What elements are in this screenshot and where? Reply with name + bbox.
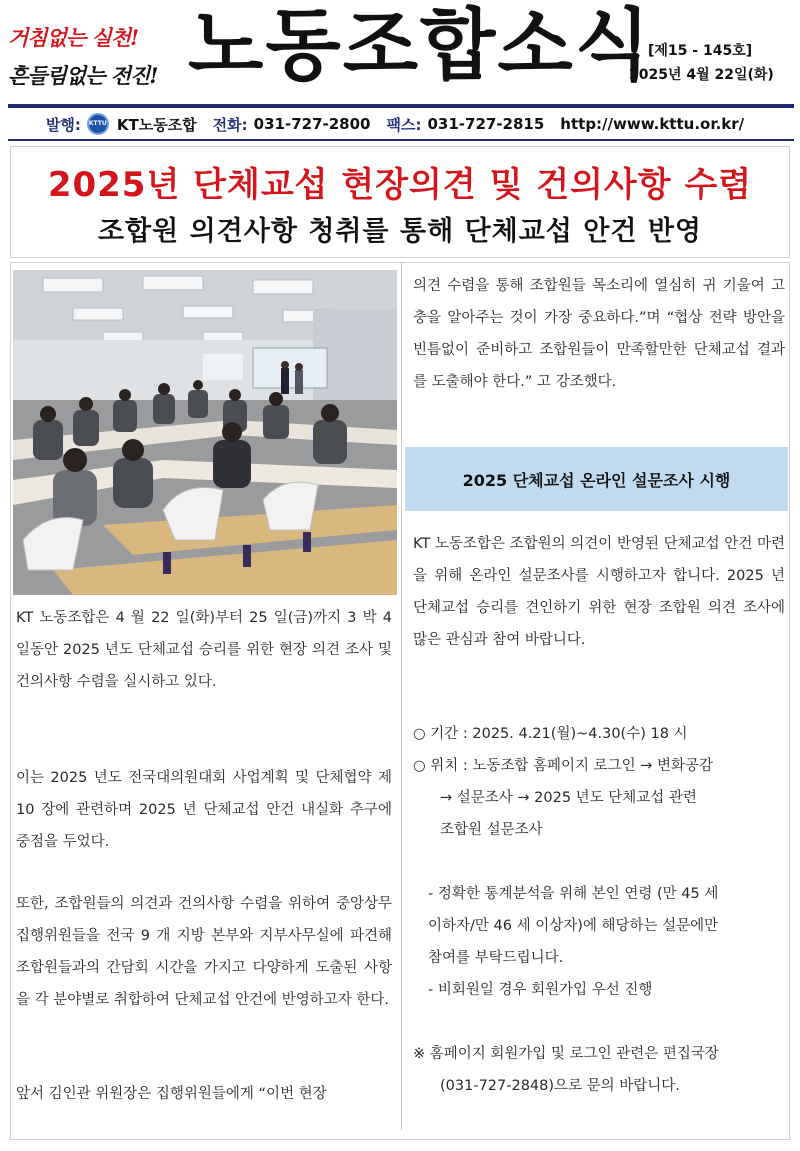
survey-location-line-2: → 설문조사 → 2025 년도 단체교섭 관련	[440, 790, 697, 806]
subheadline: 조합원 의견사항 청취를 통해 단체교섭 안건 반영	[97, 216, 703, 247]
phone-number: 031-727-2800	[253, 115, 371, 133]
footnote-line-2: (031-727-2848)으로 문의 바랍니다.	[440, 1078, 680, 1094]
masthead	[0, 0, 800, 108]
survey-section-heading: 2025 단체교섭 온라인 설문조사 시행	[405, 447, 788, 511]
fax-label: 팩스:	[386, 115, 422, 134]
headline: 2025년 단체교섭 현장의견 및 건의사항 수렴	[47, 165, 753, 205]
headline-box	[10, 146, 790, 258]
right-continued-paragraph: 의견 수렴을 통해 조합원들 목소리에 열심히 귀 기울여 고충을 알아주는 것이 가장 중요하다.”며 “협상 전략 방안을 빈틈없이 준비하고 조합원들이 만족할만한 단체교섭 결과를 도출해야 한다.” 고 강조했다.	[413, 278, 785, 390]
newsletter-title: 노동조합소식	[188, 1, 653, 91]
publisher-label: 발행:	[45, 115, 81, 134]
publisher-name: KT노동조합	[116, 115, 197, 134]
info-bottom-rule	[8, 139, 794, 141]
column-divider	[401, 262, 402, 1130]
meeting-photo-illustration	[13, 270, 397, 595]
left-paragraph-1: KT 노동조합은 4 월 22 일(화)부터 25 일(금)까지 3 박 4 일동안 2025 년도 단체교섭 승리를 위한 현장 의견 조사 및 건의사항 수렴을 실시하고 있다.	[16, 610, 392, 690]
survey-note-1-line-2: 이하자/만 46 세 이상자)에 해당하는 설문에만	[428, 918, 719, 934]
phone-label: 전화:	[212, 115, 248, 134]
left-paragraph-4: 앞서 김인관 위원장은 집행위원들에게 “이번 현장	[16, 1086, 327, 1102]
top-rule	[8, 104, 794, 108]
slogan-bottom: 흔들림없는 전진!	[8, 63, 158, 88]
website-link[interactable]: http://www.kttu.or.kr/	[560, 115, 745, 133]
logo-text: KTTU	[88, 120, 107, 127]
meeting-photo	[13, 270, 397, 595]
survey-location-line-3: 조합원 설문조사	[440, 822, 543, 838]
issue-number: [제15 - 145호]	[648, 43, 753, 59]
survey-intro-paragraph: KT 노동조합은 조합원의 의견이 반영된 단체교섭 안건 마련을 위해 온라인 설문조사를 시행하고자 합니다. 2025 년 단체교섭 승리를 견인하기 위한 현장 조합원 의견 조사에 많은 관심과 참여 바랍니다.	[413, 536, 785, 648]
survey-note-2: - 비회원일 경우 회원가입 우선 진행	[428, 982, 653, 998]
publisher-info-bar	[0, 110, 800, 138]
survey-location-line-1: ○ 위치 : 노동조합 홈페이지 로그인 → 변화공감	[413, 758, 714, 774]
survey-note-1-line-1: - 정확한 통계분석을 위해 본인 연령 (만 45 세	[428, 886, 719, 902]
left-paragraph-2: 이는 2025 년도 전국대의원대회 사업계획 및 단체협약 제 10 장에 관련하며 2025 년 단체교섭 안건 내실화 추구에 중점을 두었다.	[16, 770, 392, 850]
footnote-line-1: ※ 홈페이지 회원가입 및 로그인 관련은 편집국장	[413, 1046, 719, 1062]
fax-number: 031-727-2815	[427, 115, 545, 133]
left-paragraph-3: 또한, 조합원들의 의견과 건의사항 수렴을 위하여 중앙상무집행위원들을 전국 9 개 지방 본부와 지부사무실에 파견해 조합원들과의 간담회 시간을 가지고 다양하게 도출된 사항을 각 분야별로 취합하여 단체교섭 안건에 반영하고자 한다.	[16, 896, 392, 1008]
slogan-top: 거침없는 실천!	[8, 25, 139, 50]
survey-note-1-line-3: 참여를 부탁드립니다.	[428, 950, 564, 966]
issue-date: 2025년 4월 22일(화)	[629, 67, 774, 83]
kttu-logo-icon	[87, 113, 109, 135]
survey-period: ○ 기간 : 2025. 4.21(월)~4.30(수) 18 시	[413, 726, 688, 742]
